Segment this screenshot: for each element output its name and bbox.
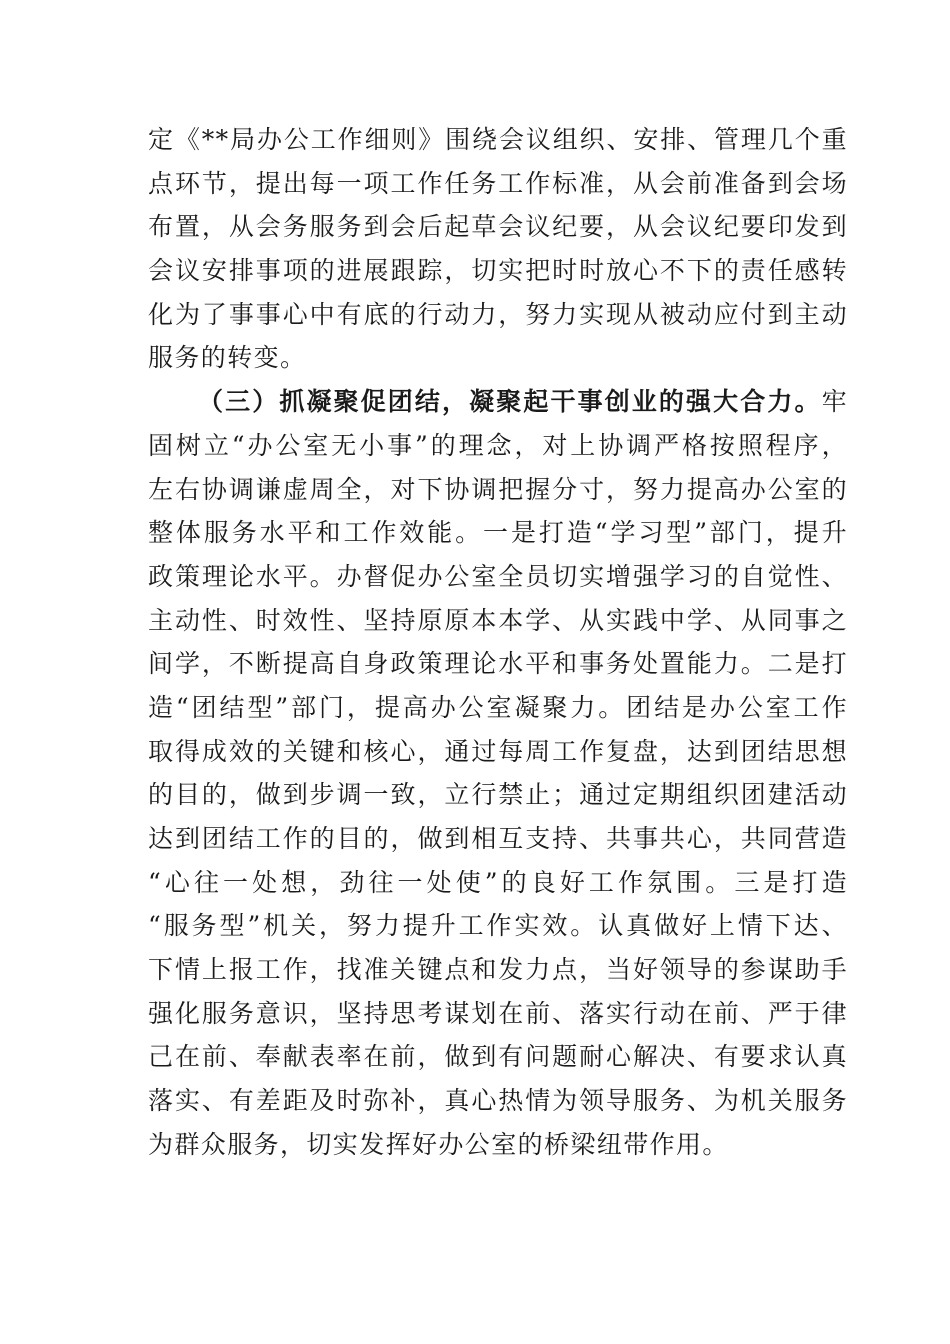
paragraph-line: 的目的，做到步调一致，立行禁止；通过定期组织团建活动 <box>148 780 848 810</box>
paragraph-line: 化为了事事心中有底的行动力，努力实现从被动应付到主动 <box>148 299 848 329</box>
paragraph-line: 强化服务意识，坚持思考谋划在前、落实行动在前、严于律 <box>148 998 848 1028</box>
section-heading: （三）抓凝聚促团结，凝聚起干事创业的强大合力。 <box>198 387 822 417</box>
paragraph-first-line <box>148 380 848 424</box>
paragraph-line: 为群众服务，切实发挥好办公室的桥梁纽带作用。 <box>148 1129 729 1159</box>
paragraph-line: 己在前、奉献表率在前，做到有问题耐心解决、有要求认真 <box>148 1042 848 1072</box>
paragraph-line: 主动性、时效性、坚持原原本本学、从实践中学、从同事之 <box>148 605 848 635</box>
paragraph-line: 布置，从会务服务到会后起草会议纪要，从会议纪要印发到 <box>148 212 848 242</box>
paragraph-line: 间学，不断提高自身政策理论水平和事务处置能力。二是打 <box>148 649 848 679</box>
heading-continuation: 牢 <box>821 387 848 417</box>
paragraph-line: 整体服务水平和工作效能。一是打造“学习型”部门，提升 <box>148 518 848 548</box>
paragraph-line: 取得成效的关键和核心，通过每周工作复盘，达到团结思想 <box>148 736 848 766</box>
paragraph-line: 达到团结工作的目的，做到相互支持、共事共心，共同营造 <box>148 824 848 853</box>
paragraph-line: “心往一处想，劲往一处使”的良好工作氛围。三是打造 <box>148 867 848 897</box>
paragraph-line: “服务型”机关，努力提升工作实效。认真做好上情下达、 <box>148 911 848 941</box>
paragraph-line: 落实、有差距及时弥补，真心热情为领导服务、为机关服务 <box>148 1086 848 1116</box>
paragraph-line: 政策理论水平。办督促办公室全员切实增强学习的自觉性、 <box>148 561 848 591</box>
paragraph-line: 下情上报工作，找准关键点和发力点，当好领导的参谋助手 <box>148 955 848 985</box>
paragraph-line: 定《**局办公工作细则》围绕会议组织、安排、管理几个重 <box>148 125 848 154</box>
paragraph-line: 左右协调谦虚周全，对下协调把握分寸，努力提高办公室的 <box>148 474 848 504</box>
paragraph-meeting-management <box>148 118 848 380</box>
document-body <box>148 118 848 1167</box>
paragraph-line: 造“团结型”部门，提高办公室凝聚力。团结是办公室工作 <box>148 692 848 722</box>
paragraph-line: 服务的转变。 <box>148 343 307 373</box>
paragraph-unity <box>148 380 848 1166</box>
paragraph-line: 会议安排事项的进展跟踪，切实把时时放心不下的责任感转 <box>148 256 848 286</box>
paragraph-line: 固树立“办公室无小事”的理念，对上协调严格按照程序， <box>148 430 848 460</box>
paragraph-line: 点环节，提出每一项工作任务工作标准，从会前准备到会场 <box>148 168 848 198</box>
